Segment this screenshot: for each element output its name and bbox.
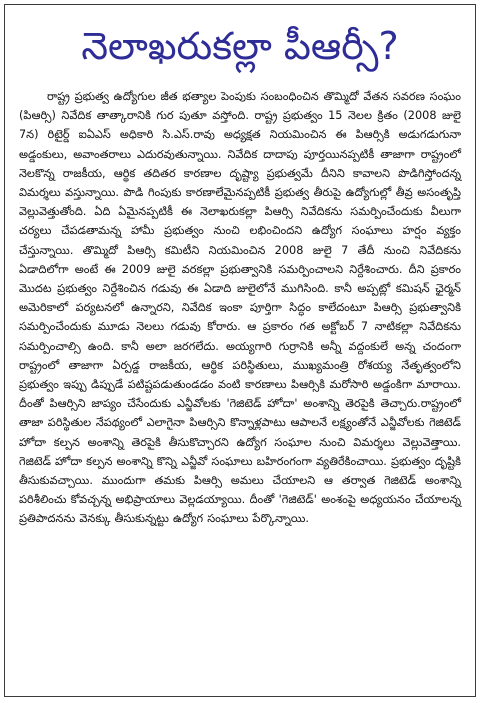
article-headline: నెలాఖరుకల్లా పీఆర్సీ? — [81, 24, 399, 68]
article-body-paragraph: రాష్ట్ర ప్రభుత్వ ఉద్యోగుల జీత భత్యాల పెంపుకు సంబంధించిన తొమ్మిదో వేతన సవరణ సంఘం (పిఆర్సి) నివేదిక తాత్కారానికి గుర పుతూ వస్తోంది. రాష్ట్ర ప్రభుత్వం 15 నెలల క్రితం (2008 జులై 7న) రిటైర్డ్ ఐఏఎస్ అధికారి సి.ఎస్.రావు అధ్యక్షత నియమించిన ఈ పిఆర్సికి అడుగడుగునా అడ్డంకులు, అవాంతరాలు ఎదురవుతున్నాయి. నివేదిక దాదాపు పూర్తయినప్పటికీ తాజాగా రాష్ట్రంలో నెలకొన్న రాజకీయ, ఆర్థిక తదితర కారణాల దృష్ట్యా ప్రభుత్వమే దీనిని కావాలని పొడిగిస్తోందన్న విమర్శలు వస్తున్నాయి. పొడి గింపుకు కారణాలేమైనప్పటికీ ప్రభుత్వ తీరుపై ఉద్యోగుల్లో తీవ్ర అసంతృప్తి వెల్లువెత్తుతోంది. ఏది ఏమైనప్పటికీ ఈ నెలాఖరుకల్లా పిఆర్సి నివేదికను సమర్పించేందుకు వీలుగా చర్యలు చేపడతామన్న హామీ ప్రభుత్వం నుంచి లభించిందని ఉద్యోగ సంఘాలు హర్షం వ్యక్తం చేస్తున్నాయి. తొమ్మిదో పిఆర్సి కమిటీని నియమించిన 2008 జులై 7 తేదీ నుంచి నివేదికను ఏడాదిలోగా అంటే ఈ 2009 జులై వరకల్లా ప్రభుత్వానికి సమర్పించాలని నిర్దేశించారు. దీని ప్రకారం మొదట ప్రభుత్వం నిర్దేశించిన గడువు ఈ ఏడాది జులైలోనే ముగిసింది. కానీ అప్పట్లో కమిషన్ ఛైర్మన్ అమెరికాలో పర్యటనలో ఉన్నారని, నివేదిక ఇంకా పూర్తిగా సిద్ధం కాలేదంటూ పిఆర్సి ప్రభుత్వానికి సమర్పించేందుకు మూడు నెలలు గడువు కోరారు. ఆ ప్రకారం గత అక్టోబర్ 7 నాటికల్లా నివేదికను సమర్పించాల్సి ఉంది. కానీ అలా జరగలేదు. అయ్యగారి గుర్రానికి అన్నీ వద్దంకులే అన్న చందంగా రాష్ట్రంలో తాజాగా ఏర్పడ్డ రాజకీయ, ఆర్థిక పరిస్థితులు, ముఖ్యమంత్రి రోశయ్య నేతృత్వంలోని ప్రభుత్వం ఇప్పు డిప్పుడే పటిష్టపడుతుండడం వంటి కారణాలు పిఆర్సికి మరోసారి అడ్డంకిగా మారాయి. దీంతో పిఆర్సిని జాప్యం చేసేందుకు ఎన్జీవోలకు 'గెజిటెడ్ హోదా' అంశాన్ని తెరపైకి తెచ్చారు.రాష్ట్రంలో తాజా పరిస్థితుల నేపథ్యంలో ఎలాగైనా పిఆర్సిని కొన్నాళ్లపాటు ఆపాలనే లక్ష్యంతోనే ఎన్జీవోలకు గెజిటెడ్ హోదా కల్పన అంశాన్ని తెరపైకి తీసుకొచ్చారని ఉద్యోగ సంఘాల నుంచి విమర్శలు వెల్లువెత్తాయి. గెజిటెడ్ హోదా కల్పన అంశాన్ని కొన్ని ఎన్జీవో సంఘాలు బహిరంగంగా వ్యతిరేకించాయి. ప్రభుత్వం దృష్టికి తీసుకువచ్చాయి. ముందుగా తమకు పిఆర్సి అమలు చేయాలని ఆ తర్వాత గెజిటెడ్ అంశాన్ని పరిశీలించు కోవచ్చన్న అభిప్రాయాలు వెల్లడయ్యాయి. దీంతో 'గెజిటెడ్' అంశంపై అధ్యయనం చేయాలన్న ప్రతిపాదనను వెనక్కు తీసుకున్నట్టు ఉద్యోగ సంఘాలు పేర్కొన్నాయి. — [19, 90, 461, 526]
news-article — [4, 4, 476, 697]
